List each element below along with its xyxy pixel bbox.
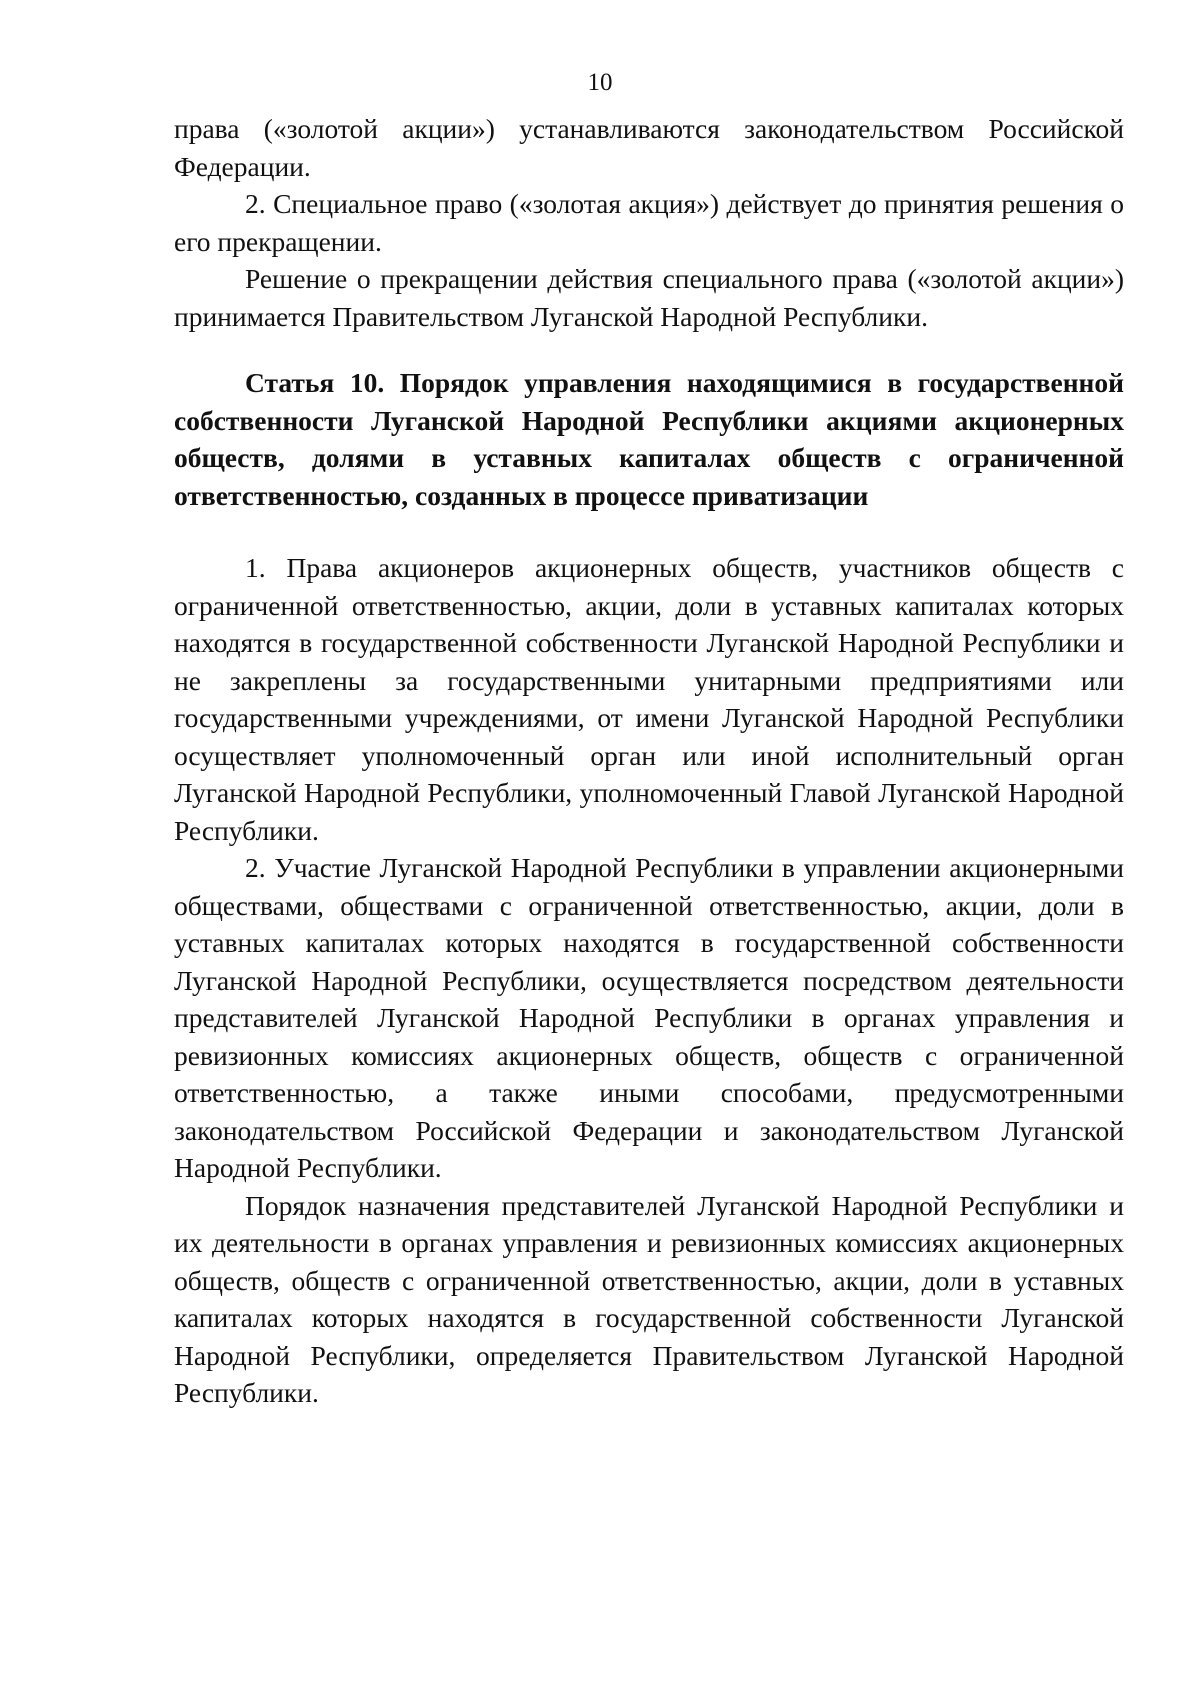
paragraph-article-item-1: 1. Права акционеров акционерных обществ, участников обществ с ограниченной ответственностью, акции, доли в уставных капиталах которых находятся в государственной собственности Луганской Народной Республики и не закреплены за государственными унитарными предприятиями или государственными учреждениями, от имени Луганской Народной Республики осуществляет уполномоченный орган или иной исполнительный орган Луганской Народной Республики, уполномоченный Главой Луганской Народной Республики.	[174, 552, 1124, 846]
document-body	[174, 110, 1124, 1412]
paragraph-item-2: 2. Специальное право («золотая акция») действует до принятия решения о его прекращении.	[174, 188, 1124, 257]
paragraph-article-item-2: 2. Участие Луганской Народной Республики в управлении акционерными обществами, обществами с ограниченной ответственностью, акции, доли в уставных капиталах которых находятся в государственной собственности Луганской Народной Республики, осуществляется посредством деятельности представителей Луганской Народной Республики в органах управления и ревизионных комиссиях акционерных обществ, обществ с ограниченной ответственностью, а также иными способами, предусмотренными законодательством Российской Федерации и законодательством Луганской Народной Республики.	[174, 852, 1124, 1183]
article-heading: Статья 10. Порядок управления находящимися в государственной собственности Луганской Народной Республики акциями акционерных обществ, долями в уставных капиталах обществ с ограниченной ответственностью, созданных в процессе приватизации	[174, 367, 1124, 511]
page-number: 10	[587, 69, 613, 96]
paragraph-continuation: права («золотой акции») устанавливаются законодательством Российской Федерации.	[174, 113, 1124, 182]
paragraph-appointment-procedure: Порядок назначения представителей Луганской Народной Республики и их деятельности в органах управления и ревизионных комиссиях акционерных обществ, обществ с ограниченной ответственностью, акции, доли в уставных капиталах которых находятся в государственной собственности Луганской Народной Республики, определяется Правительством Луганской Народной Республики.	[174, 1189, 1124, 1408]
paragraph-decision: Решение о прекращении действия специального права («золотой акции») принимается Правительством Луганской Народной Республики.	[174, 263, 1124, 332]
